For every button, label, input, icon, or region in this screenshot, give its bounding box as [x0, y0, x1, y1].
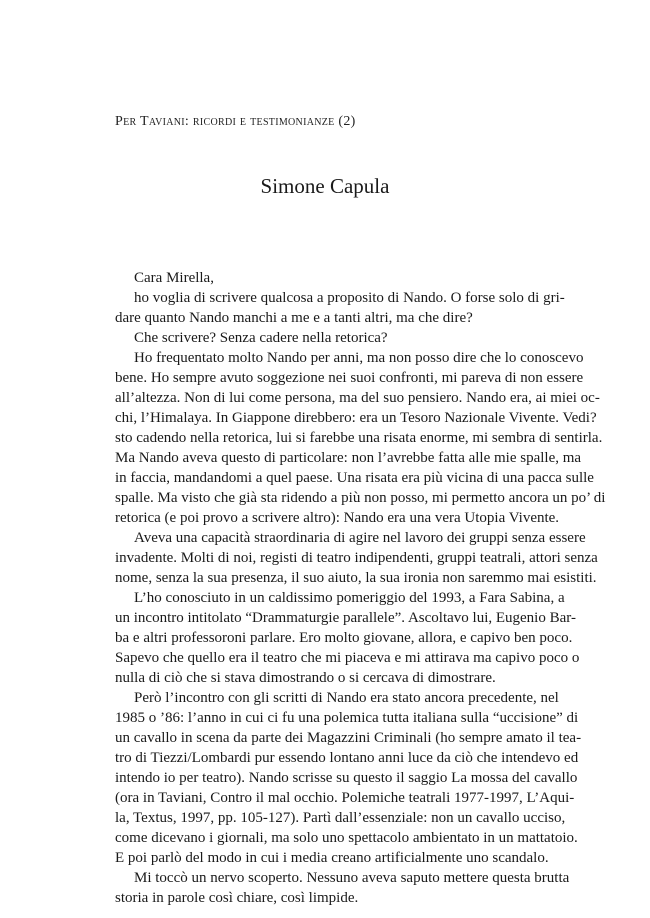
text-line: la, Textus, 1997, pp. 105-127). Partì dall’essenziale: non un cavallo ucciso, — [115, 810, 566, 826]
text-line: nulla di ciò che si stava dimostrando o si cercava di dimostrare. — [115, 670, 496, 686]
text-line: Sapevo che quello era il teatro che mi piaceva e mi attirava ma capivo poco o — [115, 650, 580, 666]
text-line: storia in parole così chiare, così limpide. — [115, 890, 359, 906]
text-line: Aveva una capacità straordinaria di agire nel lavoro dei gruppi senza essere — [134, 530, 586, 546]
text-line: intendo io per teatro). Nando scrisse su questo il saggio La mossa del cavallo — [115, 770, 578, 786]
text-line: spalle. Ma visto che già sta ridendo a più non posso, mi permetto ancora un po’ di — [115, 490, 606, 506]
text-line: E poi parlò del modo in cui i media creano artificialmente uno scandalo. — [115, 850, 549, 866]
text-line: Che scrivere? Senza cadere nella retorica? — [134, 330, 388, 346]
text-line: retorica (e poi provo a scrivere altro): Nando era una vera Utopia Vivente. — [115, 510, 560, 526]
text-line: Ma Nando aveva questo di particolare: non l’avrebbe fatta alle mie spalle, ma — [115, 450, 582, 466]
author-title: Simone Capula — [260, 174, 390, 198]
text-line: Cara Mirella, — [134, 270, 214, 286]
text-line: un cavallo in scena da parte dei Magazzini Criminali (ho sempre amato il tea- — [115, 730, 582, 746]
text-line: Però l’incontro con gli scritti di Nando era stato ancora precedente, nel — [134, 690, 559, 706]
text-line: all’altezza. Non di lui come persona, ma del suo pensiero. Nando era, ai miei oc- — [115, 390, 600, 406]
text-line: sto cadendo nella retorica, lui si farebbe una risata enorme, mi sembra di sentirla. — [115, 430, 603, 446]
letter-body — [115, 268, 606, 908]
text-line: 1985 o ’86: l’anno in cui ci fu una polemica tutta italiana sulla “uccisione” di — [115, 710, 579, 726]
text-line: ho voglia di scrivere qualcosa a proposito di Nando. O forse solo di gri- — [134, 290, 565, 306]
text-line: dare quanto Nando manchi a me e a tanti altri, ma che dire? — [115, 310, 473, 326]
text-line: tro di Tiezzi/Lombardi pur essendo lontano anni luce da ciò che intendevo ed — [115, 750, 579, 766]
text-line: Ho frequentato molto Nando per anni, ma non posso dire che lo conoscevo — [134, 350, 584, 366]
text-line: bene. Ho sempre avuto soggezione nei suoi confronti, mi pareva di non essere — [115, 370, 584, 386]
running-head: Per Taviani: ricordi e testimonianze (2) — [115, 114, 356, 129]
text-line: Mi toccò un nervo scoperto. Nessuno aveva saputo mettere questa brutta — [134, 870, 570, 886]
text-line: ba e altri professoroni parlare. Ero molto giovane, allora, e capivo ben poco. — [115, 630, 573, 646]
text-line: come dicevano i giornali, ma solo uno spettacolo ambientato in un mattatoio. — [115, 830, 578, 846]
text-line: (ora in Taviani, Contro il mal occhio. Polemiche teatrali 1977-1997, L’Aqui- — [115, 790, 575, 806]
text-line: L’ho conosciuto in un caldissimo pomeriggio del 1993, a Fara Sabina, a — [134, 590, 565, 606]
text-line: un incontro intitolato “Drammaturgie parallele”. Ascoltavo lui, Eugenio Bar- — [115, 610, 576, 626]
text-line: chi, l’Himalaya. In Giappone direbbero: era un Tesoro Nazionale Vivente. Vedi? — [115, 410, 597, 426]
text-line: in faccia, mandandomi a quel paese. Una risata era più vicina di una pacca sulle — [115, 470, 594, 486]
text-line: invadente. Molti di noi, registi di teatro indipendenti, gruppi teatrali, attori senza — [115, 550, 598, 566]
text-line: nome, senza la sua presenza, il suo aiuto, la sua ironia non saremmo mai esistiti. — [115, 570, 597, 586]
